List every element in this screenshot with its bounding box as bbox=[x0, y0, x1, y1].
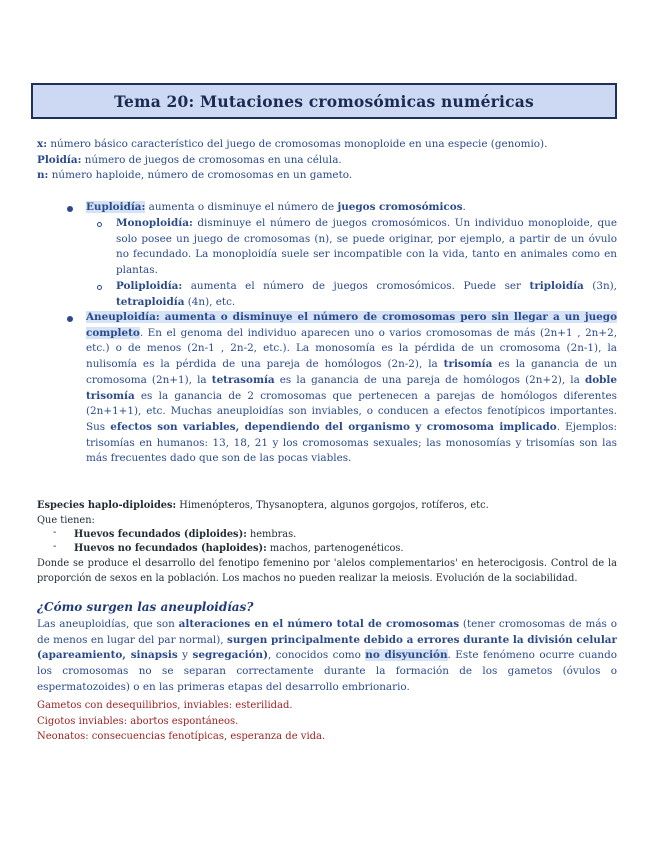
consequence-gametos: Gametos con desequilibrios, inviables: esterilidad. bbox=[37, 700, 293, 711]
poliploidia-item: Poliploidía: aumenta el número de juegos cromosómicos. Puede ser triploidía (3n), tetraploidía (4n), etc. bbox=[116, 280, 617, 308]
page-title: Tema 20: Mutaciones cromosómicas numéricas bbox=[114, 91, 534, 111]
haplo-diploides-section bbox=[37, 499, 622, 528]
monoploidia-item: Monoploidía: disminuye el número de juegos cromosómicos. Un individuo monoploide, que solo posee un juego de cromosomas (n), se puede originar, por ejemplo, a partir de un óvulo no fecundado. La monoploidía suele ser incompatible con la vida, tanto en animales como en plantas. bbox=[116, 217, 617, 277]
haplo-item-2: Huevos no fecundados (haploides): machos, partenogenéticos. bbox=[74, 543, 404, 554]
bullet-icon bbox=[67, 206, 73, 212]
haplo-paragraph: Donde se produce el desarrollo del fenotipo femenino por 'alelos complementarios' en heterocigosis. Control de la proporción de sexos en la población. Los machos no pueden realizar la meiosis. Evolución de la sociabilidad. bbox=[37, 558, 617, 584]
consequence-neonatos: Neonatos: consecuencias fenotípicas, esperanza de vida. bbox=[37, 731, 326, 742]
sub-bullet-icon bbox=[97, 285, 102, 290]
euploidia-item: Euploidía: aumenta o disminuye el número de juegos cromosómicos. bbox=[86, 201, 466, 213]
title-box bbox=[31, 83, 617, 119]
question-heading: ¿Cómo surgen las aneuploidías? bbox=[37, 600, 254, 614]
haplo-line: Especies haplo-diploides: Himenópteros, Thysanoptera, algunos gorgojos, rotíferos, etc. bbox=[37, 500, 489, 511]
haplo-item-1: Huevos fecundados (diploides): hembras. bbox=[74, 529, 297, 540]
definition-n: n: número haploide, número de cromosomas en un gameto. bbox=[37, 169, 353, 182]
consequence-cigotos: Cigotos inviables: abortos espontáneos. bbox=[37, 715, 239, 727]
bullet-icon bbox=[67, 316, 73, 322]
dash-icon: - bbox=[53, 541, 57, 552]
que-tienen: Que tienen: bbox=[37, 514, 95, 526]
aneuploidia-item: Aneuploidía: aumenta o disminuye el número de cromosomas pero sin llegar a un juego completo. En el genoma del individuo aparecen uno o varios cromosomas de más (2n+1 , 2n+2, etc.) o de menos (2n-1 , 2n-2, etc.). La monosomía es la pérdida de un cromosoma (2n-1), la nulisomía es la pérdida de una pareja de homólogos (2n-2), la trisomía es la ganancia de un cromosoma (2n+1), la tetrasomía es la ganancia de una pareja de homólogos (2n+2), la doble trisomía es la ganancia de 2 cromosomas que pertenecen a parejas de homólogos diferentes (2n+1+1), etc. Muchas aneuploidías son inviables, o conducen a efectos fenotípicos importantes. Sus efectos son variables, dependiendo del organismo y cromosoma implicado. Ejemplos: trisomías en humanos: 13, 18, 21 y los cromosomas sexuales; las monosomías y trisomías son las más frecuentes dado que son de las pocas viables. bbox=[86, 311, 617, 465]
definition-ploidia: Ploidía: número de juegos de cromosomas en una célula. bbox=[37, 153, 342, 166]
dash-icon: - bbox=[53, 527, 57, 538]
question-paragraph: Las aneuploidías, que son alteraciones en el número total de cromosomas (tener cromosomas de más o de menos en lugar del par normal), surgen principalmente debido a errores durante la división celular (apareamiento, sinapsis y segregación), conocidos como no disyunción. Este fenómeno ocurre cuando los cromosomas no se separan correctamente durante la formación de los gametos (óvulos o espermatozoides) o en las primeras etapas del desarrollo embrionario. bbox=[37, 618, 618, 693]
definitions bbox=[37, 137, 622, 184]
sub-bullet-icon bbox=[97, 222, 102, 227]
definition-x: x: número básico característico del juego de cromosomas monoploide en una especie (genomio). bbox=[37, 138, 548, 150]
consequences-list bbox=[37, 698, 617, 745]
